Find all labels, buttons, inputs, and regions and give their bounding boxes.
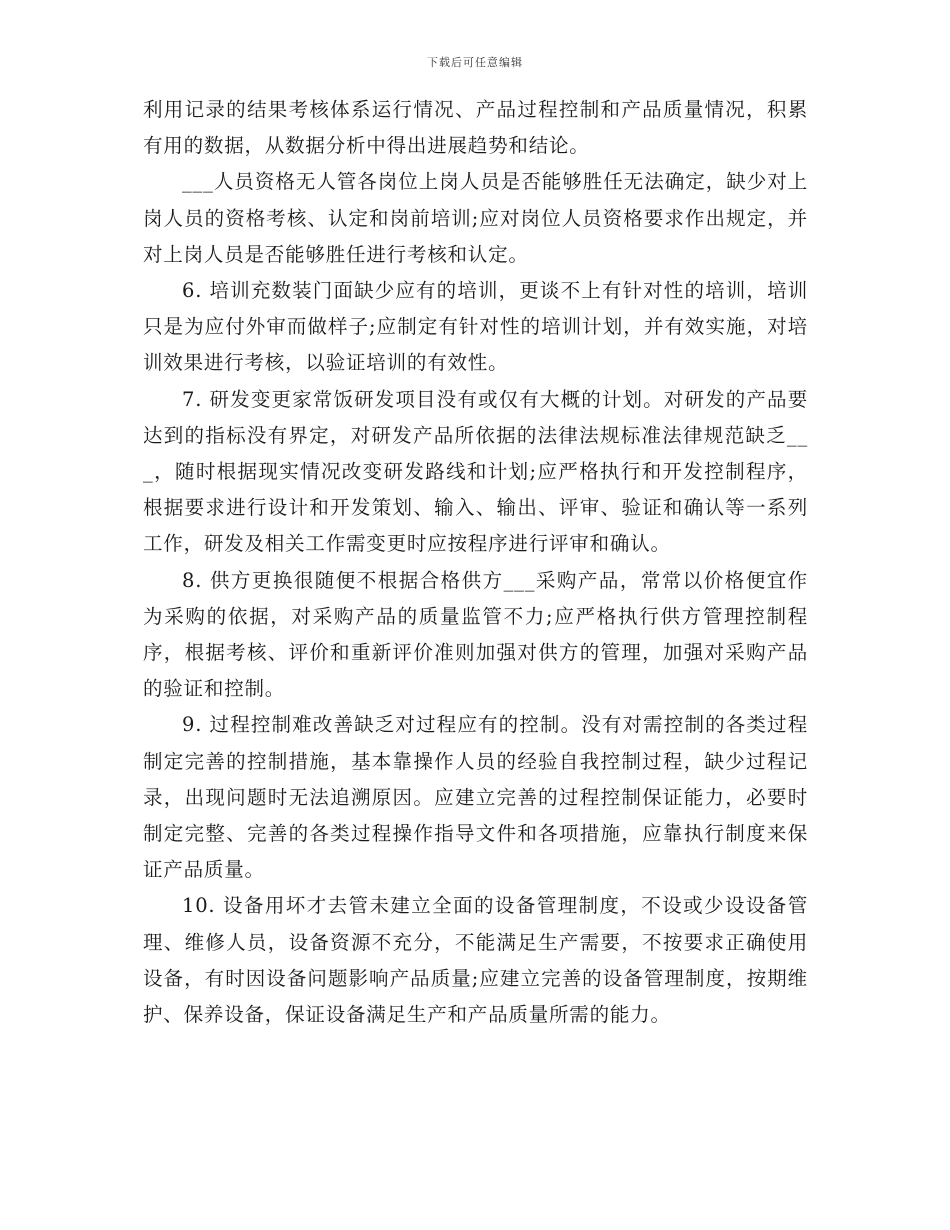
paragraph-continuation: 利用记录的结果考核体系运行情况、产品过程控制和产品质量情况，积累有用的数据，从数据分析中得出进展趋势和结论。 (143, 98, 808, 158)
page-header: 下载后可任意编辑 (427, 56, 523, 69)
paragraph-item-6-training: 6. 培训充数装门面缺少应有的培训，更谈不上有针对性的培训，培训只是为应付外审而做样子;应制定有针对性的培训计划，并有效实施，对培训效果进行考核，以验证培训的有效性。 (143, 279, 808, 375)
paragraph-item-10-equipment: 10. 设备用坏才去管未建立全面的设备管理制度，不设或少设设备管理、维修人员，设备资源不充分，不能满足生产需要，不按要求正确使用设备，有时因设备问题影响产品质量;应建立完善的设备管理制度，按期维护、保养设备，保证设备满足生产和产品质量所需的能力。 (143, 894, 808, 1027)
paragraph-item-8-supplier: 8. 供方更换很随便不根据合格供方___采购产品，常常以价格便宜作为采购的依据，对采购产品的质量监管不力;应严格执行供方管理控制程序，根据考核、评价和重新评价准则加强对供方的管理，加强对采购产品的验证和控制。 (143, 568, 808, 701)
document-body (143, 92, 808, 1033)
paragraph-item-9-process-control: 9. 过程控制难改善缺乏对过程应有的控制。没有对需控制的各类过程制定完善的控制措施，基本靠操作人员的经验自我控制过程，缺少过程记录，出现问题时无法追溯原因。应建立完善的过程控制保证能力，必要时制定完整、完善的各类过程操作指导文件和各项措施，应靠执行制度来保证产品质量。 (143, 713, 808, 882)
paragraph-item-7-rnd: 7. 研发变更家常饭研发项目没有或仅有大概的计划。对研发的产品要达到的指标没有界定，对研发产品所依据的法律法规标准法律规范缺乏___，随时根据现实情况改变研发路线和计划;应严格执行和开发控制程序，根据要求进行设计和开发策划、输入、输出、评审、验证和确认等一系列工作，研发及相关工作需变更时应按程序进行评审和确认。 (143, 387, 808, 556)
paragraph-personnel-qualification: ___人员资格无人管各岗位上岗人员是否能够胜任无法确定，缺少对上岗人员的资格考核、认定和岗前培训;应对岗位人员资格要求作出规定，并对上岗人员是否能够胜任进行考核和认定。 (143, 170, 808, 266)
